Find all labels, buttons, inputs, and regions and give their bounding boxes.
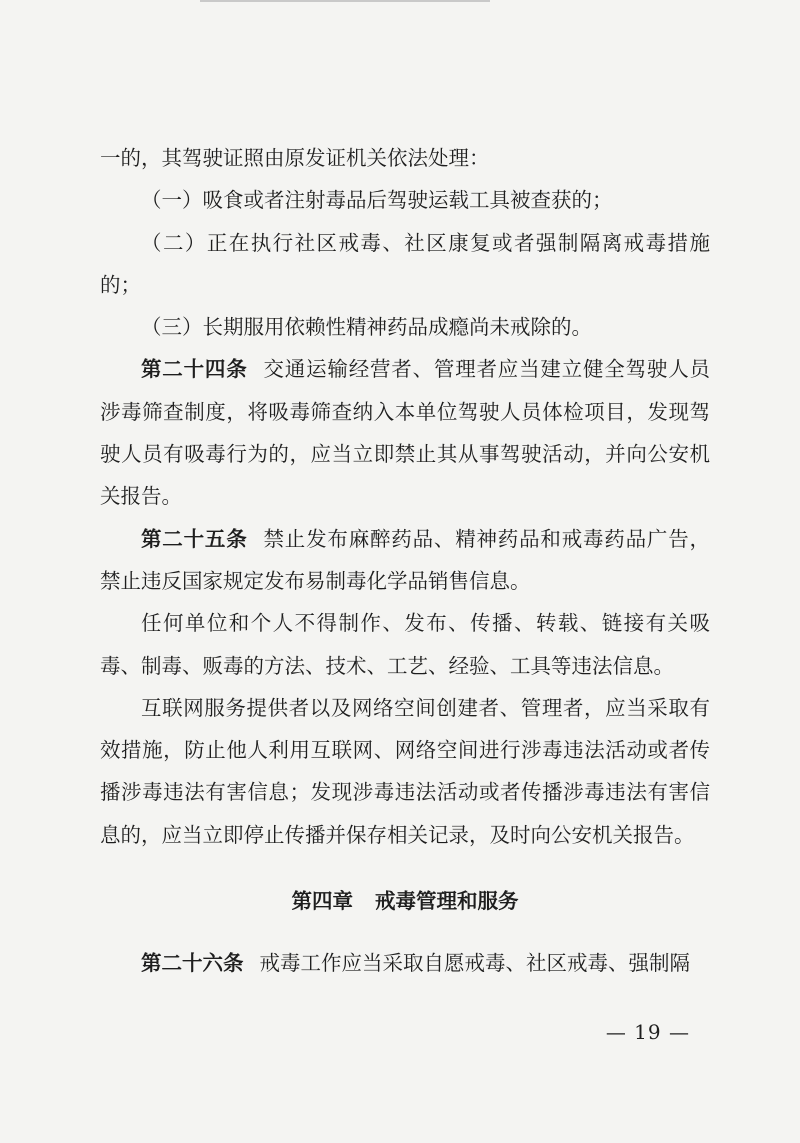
document-body: [100, 137, 710, 985]
chapter-number: 第四章: [291, 889, 353, 914]
article-25-label: 第二十五条: [141, 526, 248, 551]
article-25-paragraph-2: 任何单位和个人不得制作、发布、传播、转载、链接有关吸毒、制毒、贩毒的方法、技术、工艺、经验、工具等违法信息。: [100, 611, 710, 678]
scan-edge-line: [200, 0, 490, 2]
article-26-text: 戒毒工作应当采取自愿戒毒、社区戒毒、强制隔: [259, 951, 690, 976]
continuation-paragraph: 一的，其驾驶证照由原发证机关依法处理：: [100, 146, 490, 170]
article-25: [100, 518, 710, 603]
article-24-label: 第二十四条: [141, 357, 248, 382]
list-item-1: （一）吸食或者注射毒品后驾驶运载工具被查获的；: [141, 188, 613, 213]
article-25-text: 禁止发布麻醉药品、精神药品和戒毒药品广告，禁止违反国家规定发布易制毒化学品销售信息。: [100, 526, 710, 593]
article-24-text: 交通运输经营者、管理者应当建立健全驾驶人员涉毒筛查制度，将吸毒筛查纳入本单位驾驶人员体检项目，发现驾驶人员有吸毒行为的，应当立即禁止其从事驾驶活动，并向公安机关报告。: [100, 357, 710, 509]
list-item-3: （三）长期服用依赖性精神药品成瘾尚未戒除的。: [141, 315, 592, 340]
article-26: [100, 942, 710, 984]
chapter-title: 戒毒管理和服务: [375, 889, 519, 914]
article-25-paragraph-3: 互联网服务提供者以及网络空间创建者、管理者，应当采取有效措施，防止他人利用互联网、网络空间进行涉毒违法活动或者传播涉毒违法有害信息；发现涉毒违法活动或者传播涉毒违法有害信息的，应当立即停止传播并保存相关记录，及时向公安机关报告。: [100, 695, 710, 847]
article-26-label: 第二十六条: [141, 951, 244, 976]
article-24: [100, 348, 710, 517]
chapter-heading: [100, 880, 710, 922]
page-number: — 19 —: [605, 1020, 690, 1044]
list-item-2: （二）正在执行社区戒毒、社区康复或者强制隔离戒毒措施的；: [100, 230, 710, 297]
